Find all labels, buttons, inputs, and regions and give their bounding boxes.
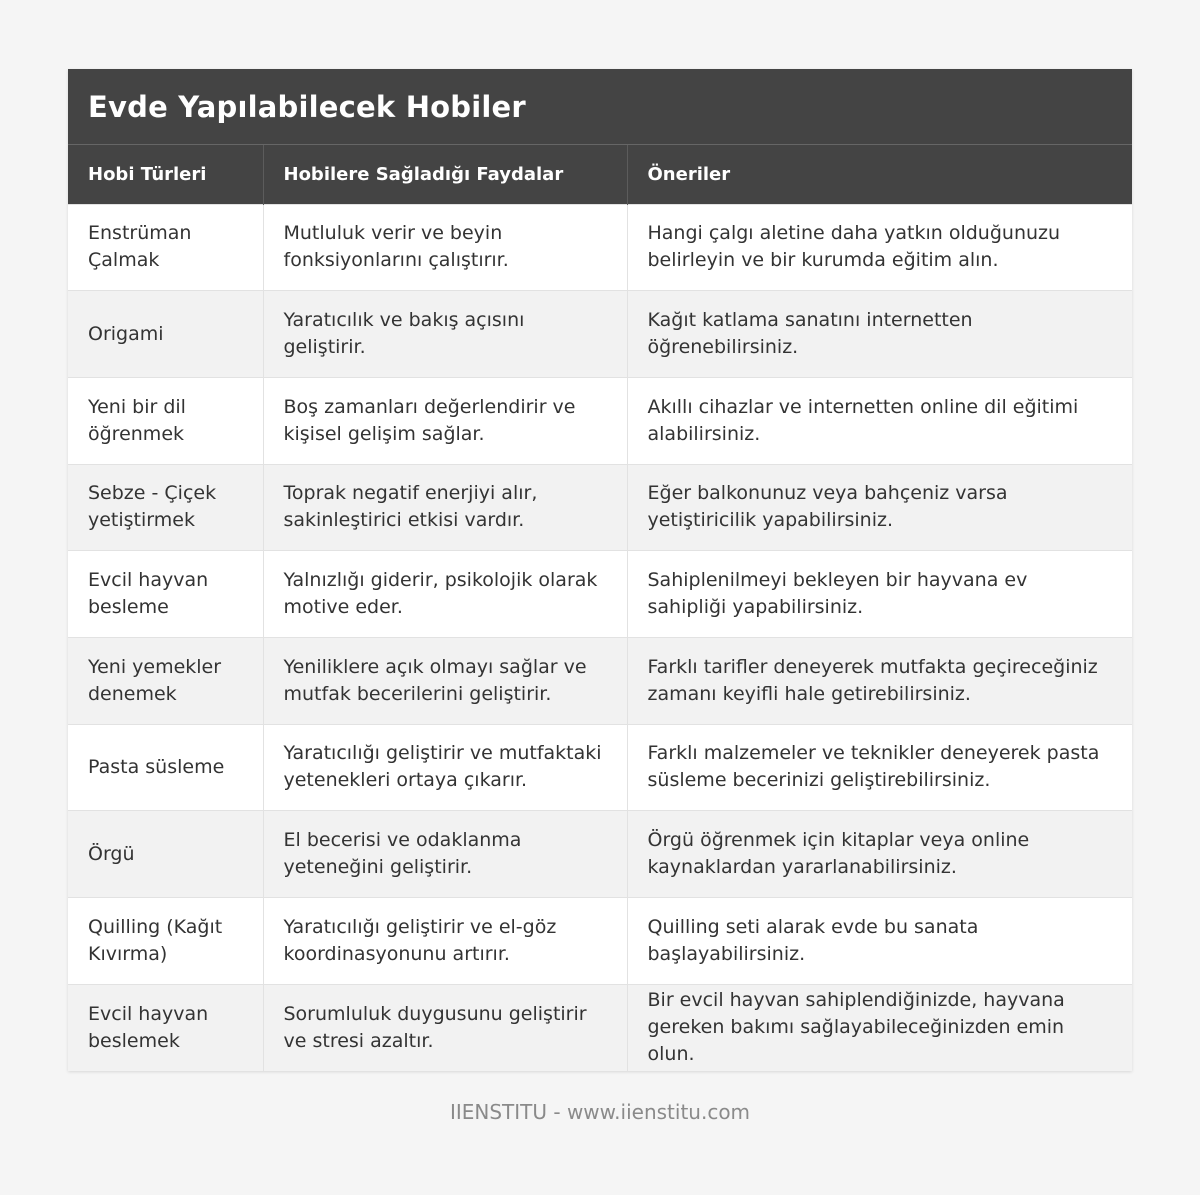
column-header-suggestion: Öneriler bbox=[627, 145, 1132, 204]
cell-suggestion: Akıllı cihazlar ve internetten online dil eğitimi alabilirsiniz. bbox=[627, 377, 1132, 464]
cell-benefit: Boş zamanları değerlendirir ve kişisel gelişim sağlar. bbox=[263, 377, 627, 464]
cell-benefit: El becerisi ve odaklanma yeteneğini geliştirir. bbox=[263, 811, 627, 898]
cell-hobby: Pasta süsleme bbox=[68, 724, 263, 811]
cell-benefit: Yaratıcılığı geliştirir ve el-göz koordinasyonunu artırır. bbox=[263, 898, 627, 985]
cell-suggestion: Quilling seti alarak evde bu sanata başlayabilirsiniz. bbox=[627, 898, 1132, 985]
table-row bbox=[68, 898, 1132, 985]
table-row bbox=[68, 637, 1132, 724]
table-row bbox=[68, 724, 1132, 811]
cell-hobby: Yeni bir dil öğrenmek bbox=[68, 377, 263, 464]
cell-suggestion: Kağıt katlama sanatını internetten öğrenebilirsiniz. bbox=[627, 291, 1132, 378]
table-title: Evde Yapılabilecek Hobiler bbox=[88, 89, 526, 124]
cell-hobby: Evcil hayvan beslemek bbox=[68, 984, 263, 1071]
cell-suggestion: Farklı tarifler deneyerek mutfakta geçireceğiniz zamanı keyifli hale getirebilirsiniz. bbox=[627, 637, 1132, 724]
table-row bbox=[68, 377, 1132, 464]
cell-benefit: Mutluluk verir ve beyin fonksiyonlarını çalıştırır. bbox=[263, 204, 627, 291]
cell-benefit: Yalnızlığı giderir, psikolojik olarak motive eder. bbox=[263, 551, 627, 638]
cell-benefit: Yeniliklere açık olmayı sağlar ve mutfak becerilerini geliştirir. bbox=[263, 637, 627, 724]
cell-hobby: Evcil hayvan besleme bbox=[68, 551, 263, 638]
cell-benefit: Sorumluluk duygusunu geliştirir ve stresi azaltır. bbox=[263, 984, 627, 1071]
cell-suggestion: Eğer balkonunuz veya bahçeniz varsa yetiştiricilik yapabilirsiniz. bbox=[627, 464, 1132, 551]
table-row bbox=[68, 984, 1132, 1071]
cell-suggestion: Sahiplenilmeyi bekleyen bir hayvana ev sahipliği yapabilirsiniz. bbox=[627, 551, 1132, 638]
table-row bbox=[68, 811, 1132, 898]
cell-hobby: Enstrüman Çalmak bbox=[68, 204, 263, 291]
cell-suggestion: Örgü öğrenmek için kitaplar veya online kaynaklardan yararlanabilirsiniz. bbox=[627, 811, 1132, 898]
cell-benefit: Toprak negatif enerjiyi alır, sakinleştirici etkisi vardır. bbox=[263, 464, 627, 551]
cell-suggestion: Bir evcil hayvan sahiplendiğinizde, hayvana gereken bakımı sağlayabileceğinizden emin olun. bbox=[627, 984, 1132, 1071]
cell-benefit: Yaratıcılığı geliştirir ve mutfaktaki yetenekleri ortaya çıkarır. bbox=[263, 724, 627, 811]
table-row bbox=[68, 464, 1132, 551]
table-row bbox=[68, 551, 1132, 638]
column-header-hobby: Hobi Türleri bbox=[68, 145, 263, 204]
cell-benefit: Yaratıcılık ve bakış açısını geliştirir. bbox=[263, 291, 627, 378]
hobbies-table-card bbox=[68, 69, 1132, 1071]
table-row bbox=[68, 291, 1132, 378]
footer-credit: IIENSTITU - www.iienstitu.com bbox=[449, 1100, 751, 1124]
table-title-bar bbox=[68, 69, 1132, 145]
cell-hobby: Quilling (Kağıt Kıvırma) bbox=[68, 898, 263, 985]
table-header-row bbox=[68, 145, 1132, 204]
hobbies-table bbox=[68, 145, 1132, 1071]
cell-suggestion: Farklı malzemeler ve teknikler deneyerek pasta süsleme becerinizi geliştirebilirsiniz. bbox=[627, 724, 1132, 811]
cell-suggestion: Hangi çalgı aletine daha yatkın olduğunuzu belirleyin ve bir kurumda eğitim alın. bbox=[627, 204, 1132, 291]
cell-hobby: Yeni yemekler denemek bbox=[68, 637, 263, 724]
cell-hobby: Örgü bbox=[68, 811, 263, 898]
cell-hobby: Origami bbox=[68, 291, 263, 378]
table-row bbox=[68, 204, 1132, 291]
cell-hobby: Sebze - Çiçek yetiştirmek bbox=[68, 464, 263, 551]
column-header-benefit: Hobilere Sağladığı Faydalar bbox=[263, 145, 627, 204]
